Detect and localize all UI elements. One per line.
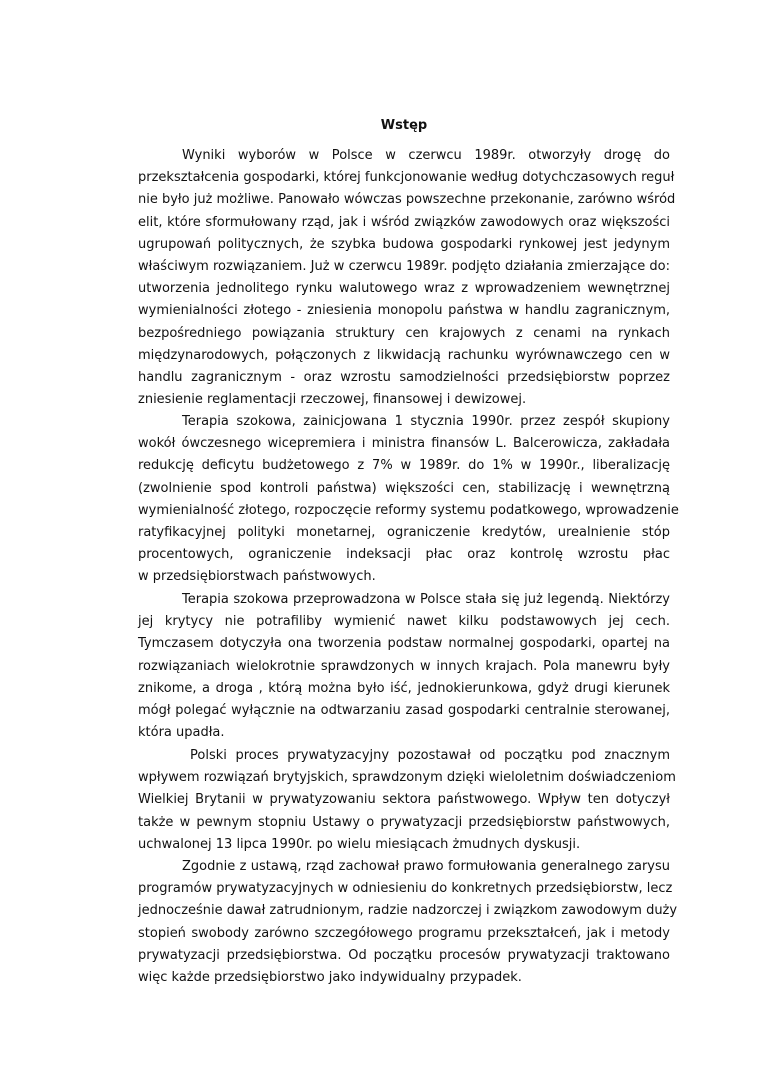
text-line: bezpośredniego powiązania struktury cen krajowych z cenami na rynkach [138,325,670,341]
text-line: handlu zagranicznym - oraz wzrostu samodzielności przedsiębiorstw poprzez [138,370,670,385]
text-line: Zgodnie z ustawą, rząd zachował prawo formułowania generalnego zarysu [182,859,670,874]
text-line: znikome, a droga , którą można było iść, jednokierunkowa, gdyż drugi kierunek [138,680,670,696]
text-line: elit, które sformułowany rząd, jak i wśród związków zawodowych oraz większości [138,214,670,230]
text-line: Polski proces prywatyzacyjny pozostawał od początku pod znacznym [190,748,670,763]
text-line: Terapia szokowa przeprowadzona w Polsce stała się już legendą. Niektórzy [182,592,670,607]
text-line: więc każde przedsiębiorstwo jako indywidualny przypadek. [138,970,522,985]
text-line: wymienialność złotego, rozpoczęcie reformy systemu podatkowego, wprowadzenie [138,502,679,518]
text-line: Wielkiej Brytanii w prywatyzowaniu sektora państwowego. Wpływ ten dotyczył [138,792,670,808]
text-line: rozwiązaniach wielokrotnie sprawdzonych w innych krajach. Pola manewru były [138,658,670,674]
text-line: także w pewnym stopniu Ustawy o prywatyzacji przedsiębiorstw państwowych, [138,814,670,830]
text-line: właściwym rozwiązaniem. Już w czerwcu 1989r. podjęto działania zmierzające do: [138,259,670,274]
text-line: Wyniki wyborów w Polsce w czerwcu 1989r. otworzyły drogę do [182,148,670,163]
text-line: programów prywatyzacyjnych w odniesieniu do konkretnych przedsiębiorstw, lecz [138,881,673,897]
text-line: ugrupowań politycznych, że szybka budowa gospodarki rynkowej jest jedynym [138,236,670,252]
text-line: wokół ówczesnego wicepremiera i ministra finansów L. Balcerowicza, zakładała [138,436,670,452]
text-line: wpływem rozwiązań brytyjskich, sprawdzonym dzięki wieloletnim doświadczeniom [138,770,676,786]
text-line: utworzenia jednolitego rynku walutowego wraz z wprowadzeniem wewnętrznej [138,281,670,297]
text-line: ratyfikacyjnej polityki monetarnej, ograniczenie kredytów, urealnienie stóp [138,525,670,540]
text-line: mógł polegać wyłącznie na odtwarzaniu zasad gospodarki centralnie sterowanej, [138,703,670,718]
text-line: Tymczasem dotyczyła ona tworzenia podstaw normalnej gospodarki, opartej na [138,636,670,652]
page-title: Wstęp [380,118,428,133]
text-line: jej krytycy nie potrafiliby wymienić nawet kilku podstawowych jej cech. [138,614,670,630]
text-line: która upadła. [138,725,225,741]
text-line: międzynarodowych, połączonych z likwidacją rachunku wyrównawczego cen w [138,347,670,363]
text-line: prywatyzacji przedsiębiorstwa. Od początku procesów prywatyzacji traktowano [138,947,670,963]
text-line: zniesienie reglamentacji rzeczowej, finansowej i dewizowej. [138,392,527,408]
text-line: (zwolnienie spod kontroli państwa) większości cen, stabilizację i wewnętrzną [138,480,670,496]
text-line: nie było już możliwe. Panowało wówczas powszechne przekonanie, zarówno wśród [138,192,676,208]
text-line: uchwalonej 13 lipca 1990r. po wielu miesiącach żmudnych dyskusji. [138,836,581,852]
text-line: wymienialności złotego - zniesienia monopolu państwa w handlu zagranicznym, [138,303,670,319]
text-line: redukcję deficytu budżetowego z 7% w 1989r. do 1% w 1990r., liberalizację [138,458,670,474]
text-line: przekształcenia gospodarki, której funkcjonowanie według dotychczasowych reguł [138,170,675,186]
text-line: stopień swobody zarówno szczegółowego programu przekształceń, jak i metody [138,925,670,941]
text-line: w przedsiębiorstwach państwowych. [138,569,376,585]
text-line: procentowych, ograniczenie indeksacji płac oraz kontrolę wzrostu płac [138,547,670,563]
text-line: jednocześnie dawał zatrudnionym, radzie nadzorczej i związkom zawodowym duży [138,903,678,919]
text-line: Terapia szokowa, zainicjowana 1 stycznia 1990r. przez zespół skupiony [182,414,670,429]
